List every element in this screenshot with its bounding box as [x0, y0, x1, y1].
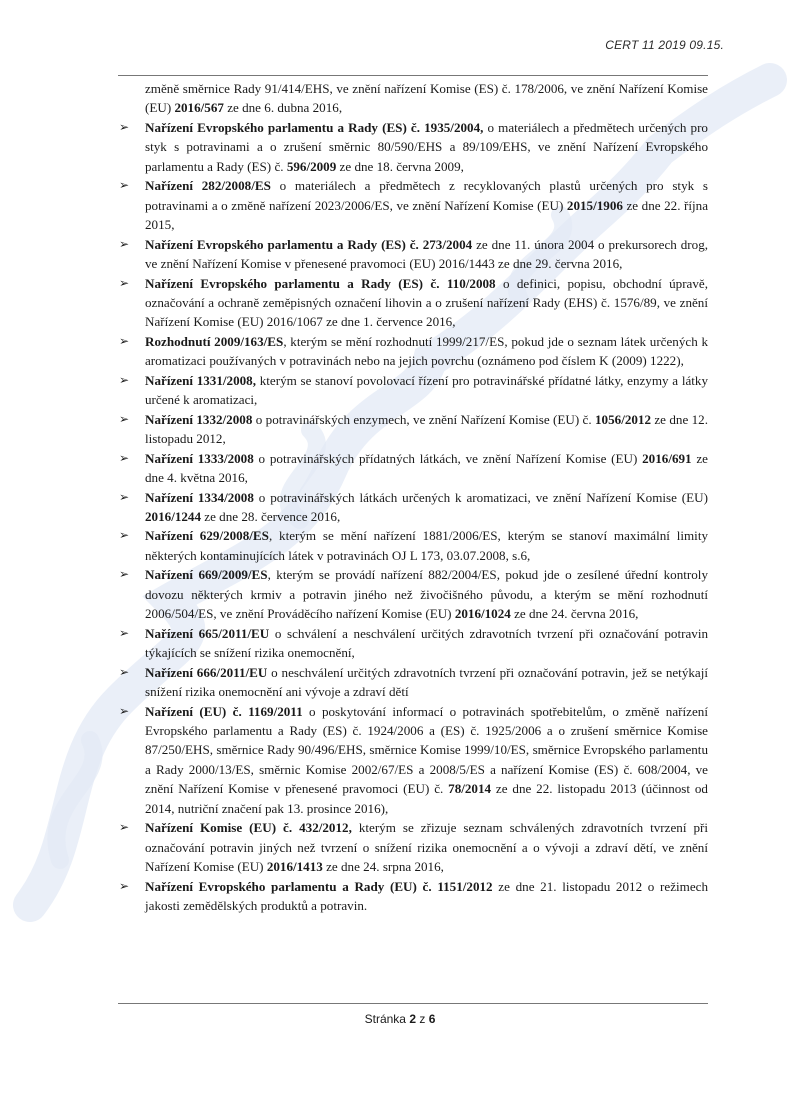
list-item: [118, 410, 708, 449]
regulation-reference: Nařízení 666/2011/EU: [145, 664, 268, 680]
regulation-reference: Rozhodnutí 2009/163/ES: [145, 333, 284, 349]
arrow-bullet-icon: ➢: [119, 820, 130, 835]
text-run: ze dne 24. srpna 2016,: [322, 859, 444, 875]
text-run: ze dne 22. října 2015,: [145, 197, 709, 233]
arrow-bullet-icon: ➢: [119, 703, 130, 718]
regulation-reference: 2015/1906: [566, 197, 623, 213]
list-item: [118, 118, 708, 176]
text-run: ze dne 21. listopadu 2012 o režimech jakosti zemědělských produktů a potravin.: [145, 878, 708, 914]
regulation-reference: 596/2009: [286, 158, 337, 174]
page-label: Stránka: [364, 1012, 410, 1026]
list-item: [118, 371, 708, 410]
regulation-reference: 78/2014: [448, 781, 492, 797]
list-item: [118, 526, 708, 565]
arrow-bullet-icon: ➢: [119, 625, 130, 640]
arrow-bullet-icon: ➢: [119, 450, 130, 465]
list-item: [118, 488, 708, 527]
list-item: [118, 877, 708, 916]
regulation-reference: Nařízení 282/2008/ES: [145, 178, 271, 194]
regulation-reference: 2016/691: [642, 450, 692, 466]
arrow-bullet-icon: ➢: [119, 878, 130, 893]
arrow-bullet-icon: ➢: [119, 275, 130, 290]
regulation-reference: 2016/567: [174, 100, 224, 116]
list-item: [118, 663, 708, 702]
text-run: ze dne 24. června 2016,: [510, 606, 639, 622]
list-item: [118, 702, 708, 819]
text-run: o poskytování informací o potravinách spotřebitelům, o změně nařízení Evropského parlamentu a Rady (ES) č. 1924/2006 a (ES) č. 1925/2006 a o zrušení směrnice Komise 87/250/EHS, směrnice Rady 90/496/EHS, směrnice Komise 1999/10/ES, směrnice Evropského parlamentu a Rady 2000/13/ES, směrnic Komise 2002/67/ES a 2008/5/ES a nařízení Komise (ES) č. 608/2004, ve znění Nařízení Komise v přenesené pravomoci (EU) č.: [145, 703, 708, 797]
arrow-bullet-icon: ➢: [119, 372, 130, 387]
text-run: o materiálech a předmětech určených pro styk s potravinami a o zrušení směrnic 80/590/EHS a 89/109/EHS, ve znění Nařízení Evropského parlamentu a Rady (ES) č.: [145, 119, 708, 174]
text-run: o definici, popisu, obchodní úpravě, označování a ochraně zeměpisných označení lihovin a o zrušení nařízení Rady (EHS) č. 1576/89, ve znění Nařízení Komise (EU) 2016/1067 ze dne 1. července 2016,: [145, 275, 708, 330]
text-run: ze dne 11. února 2004 o prekursorech drog, ve znění Nařízení Komise v přenesené pravomoci (EU) 2016/1443 ze dne 29. června 2016,: [145, 236, 709, 272]
text-run: o schválení a neschválení určitých zdravotních tvrzení při označování potravin týkajících se snížení rizika onemocnění,: [145, 625, 708, 661]
page-footer: [0, 1012, 800, 1026]
text-run: ze dne 12. listopadu 2012,: [145, 411, 708, 447]
regulation-reference: Nařízení 629/2008/ES: [145, 528, 269, 544]
text-run: o neschválení určitých zdravotních tvrzení při označování potravin, jež se netýkají snížení rizika onemocnění ani vývoje a zdraví dětí: [145, 664, 708, 700]
header-divider: [118, 75, 708, 76]
text-run: kterým se zřizuje seznam schválených zdravotních tvrzení při označování potravin jiných než tvrzení o snížení rizika onemocnění a o vývoji a zdraví dětí, ve znění Nařízení Komise (EU): [145, 820, 708, 875]
arrow-bullet-icon: ➢: [119, 178, 130, 193]
arrow-bullet-icon: ➢: [119, 119, 130, 134]
text-run: o potravinářských přídatných látkách, ve znění Nařízení Komise (EU): [253, 450, 643, 466]
list-item: [118, 565, 708, 623]
regulation-reference: Nařízení Evropského parlamentu a Rady (ES) č. 273/2004: [145, 236, 473, 252]
list-item: [118, 332, 708, 371]
arrow-bullet-icon: ➢: [119, 236, 130, 251]
list-item: [118, 449, 708, 488]
text-run: ze dne 6. dubna 2016,: [223, 100, 343, 116]
regulation-reference: Nařízení Evropského parlamentu a Rady (EU) č. 1151/2012: [145, 878, 493, 894]
text-run: ze dne 4. května 2016,: [145, 450, 708, 486]
text-run: ze dne 18. června 2009,: [336, 158, 464, 174]
regulation-list: [118, 118, 708, 916]
text-run: o materiálech a předmětech z recyklovaných plastů určených pro styk s potravinami a o změně nařízení 2023/2006/ES, ve znění Nařízení Komise (EU): [145, 178, 708, 213]
regulation-reference: Nařízení Evropského parlamentu a Rady (ES) č. 110/2008: [145, 275, 496, 291]
regulation-reference: Nařízení 665/2011/EU: [145, 625, 270, 641]
arrow-bullet-icon: ➢: [119, 333, 130, 348]
text-run: , kterým se provádí nařízení 882/2004/ES, pokud jde o zesílené úřední kontroly dovozu některých krmiv a potravin jiného než živočišného původu, a kterým se mění rozhodnutí 2006/504/ES, ve znění Prováděcího nařízení Komise (EU): [145, 567, 708, 622]
list-item: [118, 818, 708, 876]
text-run: o potravinářských látkách určených k aromatizaci, ve znění Nařízení Komise (EU): [253, 489, 708, 505]
text-run: , kterým se mění rozhodnutí 1999/217/ES, pokud jde o seznam látek určených k aromatizaci používaných v potravinách nebo na jejich povrchu (oznámeno pod číslem K (2009) 1222),: [145, 333, 708, 369]
list-item: [118, 624, 708, 663]
regulation-reference: Nařízení Evropského parlamentu a Rady (ES) č. 1935/2004,: [145, 119, 484, 135]
regulation-reference: Nařízení Komise (EU) č. 432/2012,: [145, 820, 352, 836]
arrow-bullet-icon: ➢: [119, 528, 130, 543]
regulation-reference: 2016/1024: [454, 606, 511, 622]
regulation-reference: 2016/1413: [266, 859, 323, 875]
text-run: o potravinářských enzymech, ve znění Nařízení Komise (EU) č.: [252, 411, 595, 427]
document-code: CERT 11 2019 09.15.: [605, 38, 724, 52]
list-item: [118, 274, 708, 332]
arrow-bullet-icon: ➢: [119, 567, 130, 582]
list-item: [118, 176, 708, 234]
text-run: ze dne 28. července 2016,: [201, 508, 341, 524]
continued-paragraph: [118, 79, 708, 118]
text-run: kterým se stanoví povolovací řízení pro potravinářské přídatné látky, enzymy a látky určené k aromatizaci,: [145, 372, 708, 408]
page-separator: z: [416, 1012, 429, 1026]
regulation-reference: 2016/1244: [145, 508, 202, 524]
page-current: 2: [409, 1012, 417, 1026]
list-item: [118, 235, 708, 274]
page-total: 6: [428, 1012, 436, 1026]
regulation-list-page: [118, 79, 708, 915]
regulation-reference: Nařízení 1334/2008: [145, 489, 254, 505]
text-run: ze dne 22. listopadu 2013 (účinnost od 2014, nutriční značení pak 13. prosince 2016),: [145, 781, 708, 816]
regulation-reference: Nařízení 669/2009/ES: [145, 567, 268, 583]
text-run: změně směrnice Rady 91/414/EHS, ve znění nařízení Komise (ES) č. 178/2006, ve znění Nařízení Komise (EU): [145, 81, 708, 116]
footer-divider: [118, 1003, 708, 1004]
regulation-reference: Nařízení 1332/2008: [145, 411, 253, 427]
regulation-reference: Nařízení 1331/2008,: [145, 372, 256, 388]
arrow-bullet-icon: ➢: [119, 411, 130, 426]
regulation-reference: Nařízení 1333/2008: [145, 450, 254, 466]
regulation-reference: Nařízení (EU) č. 1169/2011: [145, 703, 303, 719]
text-run: , kterým se mění nařízení 1881/2006/ES, kterým se stanoví maximální limity některých kontaminujících látek v potravinách OJ L 173, 03.07.2008, s.6,: [145, 528, 709, 563]
regulation-reference: 1056/2012: [595, 411, 652, 427]
arrow-bullet-icon: ➢: [119, 489, 130, 504]
arrow-bullet-icon: ➢: [119, 664, 130, 679]
